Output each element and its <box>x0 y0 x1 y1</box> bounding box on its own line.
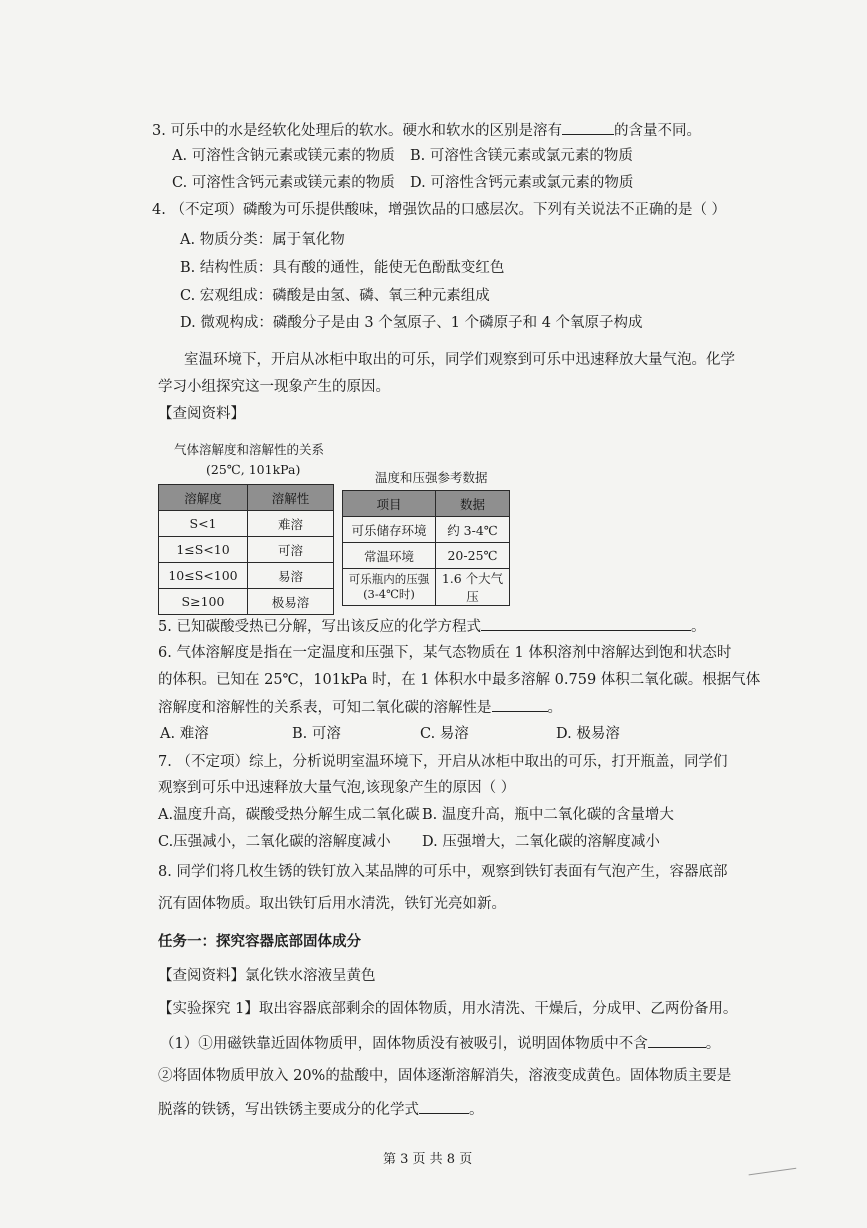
table2-cell: 约 3-4℃ <box>436 517 510 543</box>
table1-cell: 10≤S<100 <box>159 563 248 589</box>
q5-stem: 5. 已知碳酸受热已分解，写出该反应的化学方程式 。 <box>158 616 705 637</box>
q8-line-2: 沉有固体物质。取出铁钉后用水清洗，铁钉光亮如新。 <box>158 896 506 912</box>
table-row <box>159 589 334 615</box>
table1-cell: 1≤S<10 <box>159 537 248 563</box>
q6-option-c: C. 易溶 <box>420 726 469 742</box>
q6-option-a: A. 难溶 <box>160 726 209 742</box>
table1-cell: 可溶 <box>248 537 334 563</box>
q6-line-2: 的体积。已知在 25℃，101kPa 时，在 1 体积水中最多溶解 0.759 体积二氧化碳。根据气体 <box>158 672 761 688</box>
table1-cell: S≥100 <box>159 589 248 615</box>
lookup2-line: 【查阅资料】氯化铁水溶液呈黄色 <box>158 968 376 984</box>
table-row <box>343 517 510 543</box>
q6-option-b: B. 可溶 <box>292 726 341 742</box>
table1-header-class: 溶解性 <box>248 485 334 511</box>
table-row <box>343 569 510 606</box>
table1-cell: 易溶 <box>248 563 334 589</box>
q4-option-c: C. 宏观组成：磷酸是由氢、磷、氧三种元素组成 <box>180 288 490 304</box>
sub2-line-2: 脱落的铁锈，写出铁锈主要成分的化学式 。 <box>158 1099 484 1120</box>
q8-line-1: 8. 同学们将几枚生锈的铁钉放入某品牌的可乐中，观察到铁钉表面有气泡产生，容器底部 <box>158 864 728 880</box>
table2-cell: 常温环境 <box>343 543 436 569</box>
q4-stem: 4. （不定项）磷酸为可乐提供酸味，增强饮品的口感层次。下列有关说法不正确的是（ ） <box>152 202 727 218</box>
table-row <box>159 537 334 563</box>
table-row <box>343 543 510 569</box>
q6-line-1: 6. 气体溶解度是指在一定温度和压强下，某气态物质在 1 体积溶剂中溶解达到饱和状态时 <box>158 645 732 661</box>
table1-cell: S<1 <box>159 511 248 537</box>
table1-cell: 难溶 <box>248 511 334 537</box>
table2-cell: 可乐瓶内的压强 (3-4℃时) <box>343 569 436 606</box>
q7-option-b: B. 温度升高，瓶中二氧化碳的含量增大 <box>422 807 674 823</box>
q3-option-b: B. 可溶性含镁元素或氯元素的物质 <box>410 148 633 164</box>
table-row <box>159 511 334 537</box>
q3-option-c: C. 可溶性含钙元素或镁元素的物质 <box>172 175 395 191</box>
table-row <box>159 563 334 589</box>
table2-title: 温度和压强参考数据 <box>375 470 488 485</box>
sub2-line-1: ②将固体物质甲放入 20%的盐酸中，固体逐渐溶解消失，溶液变成黄色。固体物质主要是 <box>158 1068 732 1084</box>
table2-cell: 20-25℃ <box>436 543 510 569</box>
table2-cell: 可乐储存环境 <box>343 517 436 543</box>
q4-option-b: B. 结构性质：具有酸的通性，能使无色酚酞变红色 <box>180 260 505 276</box>
q4-option-a: A. 物质分类：属于氧化物 <box>180 232 345 248</box>
sub1-line: （1）①用磁铁靠近固体物质甲，固体物质没有被吸引，说明固体物质中不含 。 <box>160 1033 720 1054</box>
q3-option-d: D. 可溶性含钙元素或氯元素的物质 <box>410 175 634 191</box>
q6-option-d: D. 极易溶 <box>556 726 620 742</box>
q7-line-1: 7. （不定项）综上，分析说明室温环境下，开启从冰柜中取出的可乐，打开瓶盖，同学们 <box>158 754 728 770</box>
q7-line-2: 观察到可乐中迅速释放大量气泡,该现象产生的原因（ ） <box>158 780 516 796</box>
task1-heading: 任务一：探究容器底部固体成分 <box>158 933 361 950</box>
solubility-table <box>158 484 334 615</box>
table1-title: 气体溶解度和溶解性的关系 <box>174 442 325 457</box>
table2-header-item: 项目 <box>343 491 436 517</box>
temperature-pressure-table <box>342 490 510 606</box>
q4-option-d: D. 微观构成：磷酸分子是由 3 个氢原子、1 个磷原子和 4 个氧原子构成 <box>180 315 643 331</box>
table1-cell: 极易溶 <box>248 589 334 615</box>
q6-line-3: 溶解度和溶解性的关系表，可知二氧化碳的溶解性是 。 <box>158 697 562 718</box>
table2-cell: 1.6 个大气压 <box>436 569 510 606</box>
intro-line-1: 室温环境下，开启从冰柜中取出的可乐，同学们观察到可乐中迅速释放大量气泡。化学 <box>184 352 735 368</box>
table2-header-data: 数据 <box>436 491 510 517</box>
pen-mark <box>749 1168 798 1184</box>
intro-line-2: 学习小组探究这一现象产生的原因。 <box>158 379 390 395</box>
q3-stem: 3. 可乐中的水是经软化处理后的软水。硬水和软水的区别是溶有 的含量不同。 <box>152 120 701 141</box>
table1-subtitle: (25℃, 101kPa) <box>206 462 301 477</box>
lookup-heading: 【查阅资料】 <box>158 406 245 422</box>
q3-option-a: A. 可溶性含钠元素或镁元素的物质 <box>172 148 395 164</box>
q7-option-d: D. 压强增大，二氧化碳的溶解度减小 <box>422 834 660 850</box>
q7-option-a: A.温度升高，碳酸受热分解生成二氧化碳 <box>158 807 420 823</box>
q7-option-c: C.压强减小，二氧化碳的溶解度减小 <box>158 834 391 850</box>
table1-header-solubility: 溶解度 <box>159 485 248 511</box>
page-footer: 第 3 页 共 8 页 <box>383 1152 473 1167</box>
experiment1-line: 【实验探究 1】取出容器底部剩余的固体物质，用水清洗、干燥后，分成甲、乙两份备用。 <box>158 1001 738 1017</box>
